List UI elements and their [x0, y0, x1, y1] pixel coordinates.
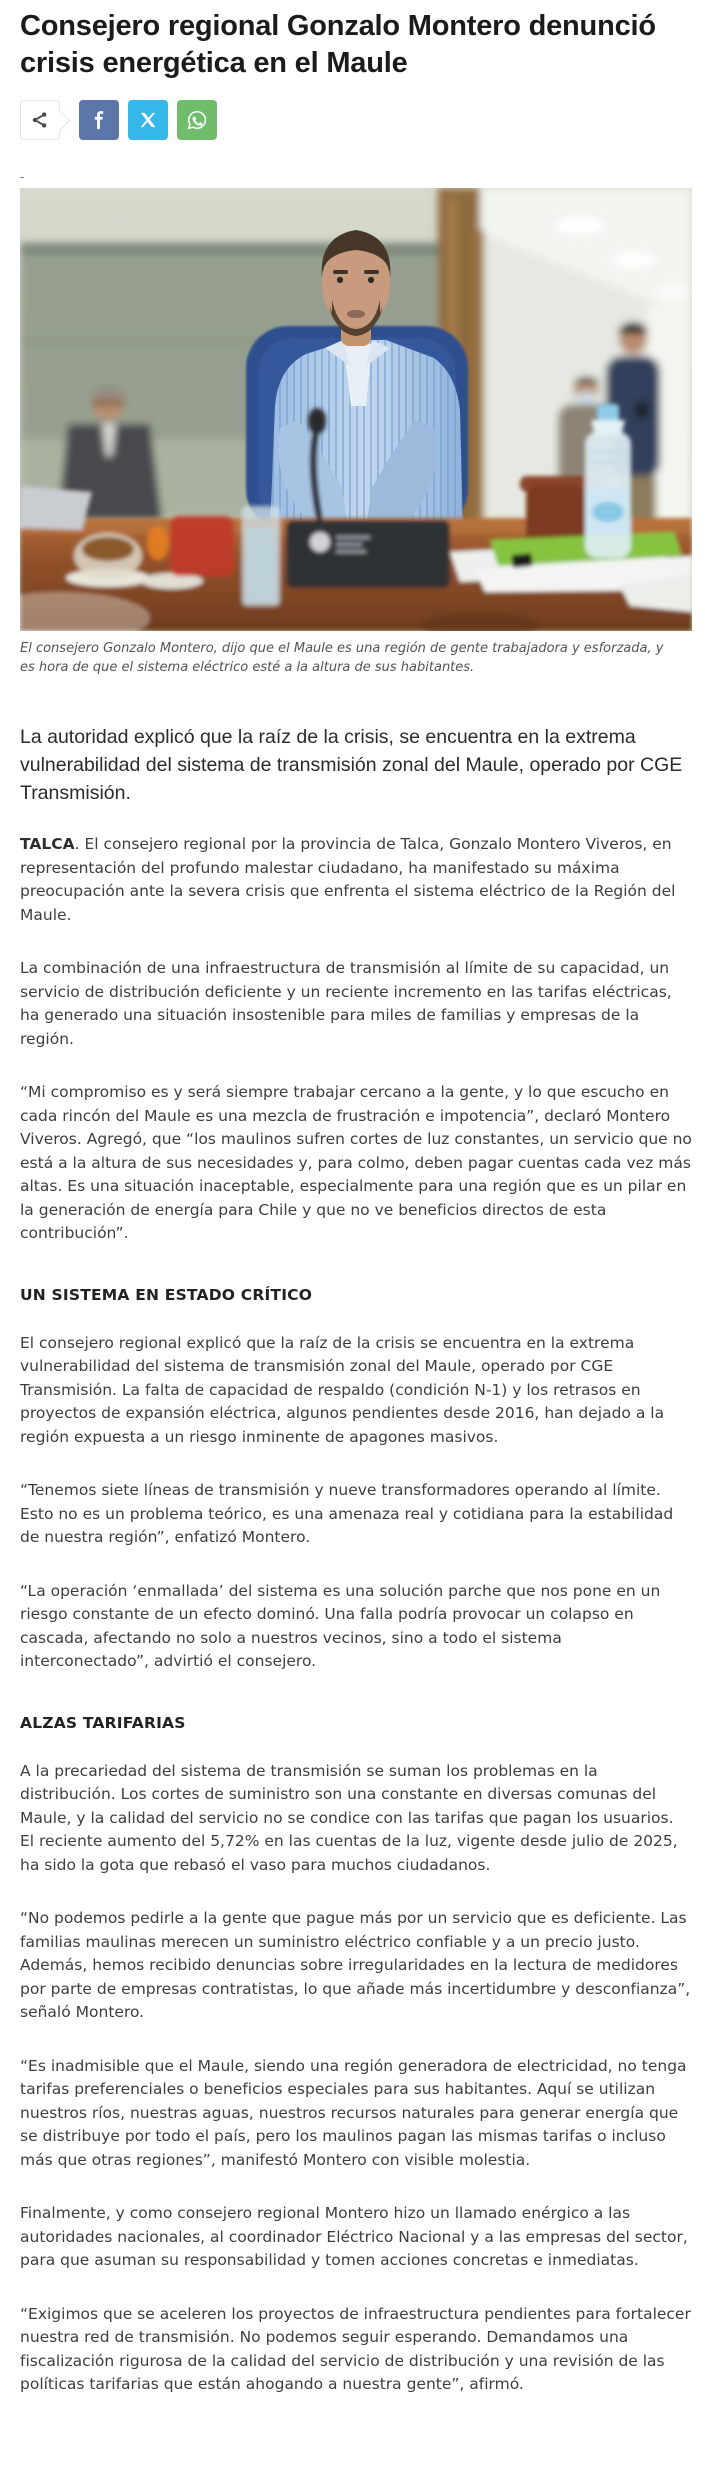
paragraph-3: “Mi compromiso es y será siempre trabajar cercano a la gente, y lo que escucho en cada rincón del Maule es una mezcla de frustración e impotencia”, declaró Montero Viveros. Agregó, que “los maulinos sufren cortes de luz constantes, un servicio que no está a la altura de sus necesidades y, para colmo, deben pagar cuentas cada vez más altas. Es una situación inaceptable, especialmente para una región que es un pilar en la generación de energía para Chile y que no ve beneficios directos de esta contribución”. [20, 1083, 692, 1242]
stray-dash: - [20, 170, 25, 184]
whatsapp-share-button[interactable] [177, 100, 217, 140]
share-icon [30, 110, 50, 130]
paragraph-9: “Es inadmisible que el Maule, siendo una región generadora de electricidad, no tenga tarifas preferenciales o beneficios especiales para sus habitantes. Aquí se utilizan nuestros ríos, nuestras aguas, nuestros recursos naturales para generar energía que se distribuye por todo el país, pero los maulinos pagan las mismas tarifas o incluso más que otras regiones”, manifestó Montero con visible molestia. [20, 2056, 687, 2169]
paragraph-6: “La operación ‘enmallada’ del sistema es una solución parche que nos pone en un riesgo constante de un efecto dominó. Una falla podría provocar un colapso en cascada, afectando no solo a nuestros vecinos, sino a todo el sistema interconectado”, advirtió el consejero. [20, 1581, 661, 1670]
facebook-share-button[interactable] [79, 100, 119, 140]
article-lede: La autoridad explicó que la raíz de la crisis, se encuentra en la extrema vulnerabilidad del sistema de transmisión zonal del Maule, operado por CGE Transmisión. [20, 726, 683, 804]
paragraph-7: A la precariedad del sistema de transmisión se suman los problemas en la distribución. Los cortes de suministro son una constante en diversas comunas del Maule, y la calidad del servicio no se condice con las tarifas que pagan los usuarios. El reciente aumento del 5,72% en las cuentas de la luz, vigente desde julio de 2025, ha sido la gota que rebasó el vaso para muchos ciudadanos. [20, 1761, 678, 1874]
share-toolbar [20, 100, 692, 140]
page-title: Consejero regional Gonzalo Montero denunció crisis energética en el Maule [20, 10, 656, 79]
dateline: TALCA [20, 835, 75, 853]
paragraph-10: Finalmente, y como consejero regional Montero hizo un llamado enérgico a las autoridades nacionales, al coordinador Eléctrico Nacional y a las empresas del sector, para que asuman su responsabilidad y tomen acciones concretas e inmediatas. [20, 2204, 688, 2269]
paragraph-11: “Exigimos que se aceleren los proyectos de infraestructura pendientes para fortalecer nuestra red de transmisión. No podemos seguir esperando. Demandamos una fiscalización rigurosa de la calidad del servicio de distribución y una revisión de las políticas tarifarias que están ahogando a nuestra gente”, afirmó. [20, 2304, 691, 2393]
x-twitter-share-button[interactable] [128, 100, 168, 140]
whatsapp-icon [186, 109, 208, 131]
paragraph-2: La combinación de una infraestructura de transmisión al límite de su capacidad, un servicio de distribución deficiente y un reciente incremento en las tarifas eléctricas, ha generado una situación insostenible para miles de familias y empresas de la región. [20, 959, 672, 1048]
paragraph-1-text: . El consejero regional por la provincia de Talca, Gonzalo Montero Viveros, en representación del profundo malestar ciudadano, ha manifestado su máxima preocupación ante la severa crisis que enfrenta el sistema eléctrico de la Región del Maule. [20, 835, 676, 924]
paragraph-8: “No podemos pedirle a la gente que pague más por un servicio que es deficiente. Las familias maulinas merecen un suministro eléctrico confiable y a un precio justo. Además, hemos recibido denuncias sobre irregularidades en la lectura de medidores por parte de empresas contratistas, lo que añade más incertidumbre y desconfianza”, señaló Montero. [20, 1909, 691, 2021]
article-image [20, 188, 692, 631]
section-heading-critical-system: UN SISTEMA EN ESTADO CRÍTICO [20, 1285, 313, 1304]
paragraph-4: El consejero regional explicó que la raíz de la crisis se encuentra en la extrema vulnerabilidad del sistema de transmisión zonal del Maule, operado por CGE Transmisión. La falta de capacidad de respaldo (condición N-1) y los retrasos en proyectos de expansión eléctrica, algunos pendientes desde 2016, han dejado a la región expuesta a un riesgo inminente de apagones masivos. [20, 1333, 665, 1446]
paragraph-1 [20, 833, 692, 927]
x-twitter-icon [139, 111, 157, 129]
article-body [20, 833, 692, 2397]
article-figure [20, 188, 692, 677]
image-caption: El consejero Gonzalo Montero, dijo que el Maule es una región de gente trabajadora y esforzada, y es hora de que el sistema eléctrico esté a la altura de sus habitantes. [20, 641, 664, 675]
section-heading-tariff-hikes: ALZAS TARIFARIAS [20, 1713, 186, 1732]
share-button[interactable] [20, 100, 60, 140]
facebook-icon [89, 110, 109, 130]
paragraph-5: “Tenemos siete líneas de transmisión y nueve transformadores operando al límite. Esto no es un problema teórico, es una amenaza real y cotidiana para la estabilidad de nuestra región”, enfatizó Montero. [20, 1481, 674, 1546]
